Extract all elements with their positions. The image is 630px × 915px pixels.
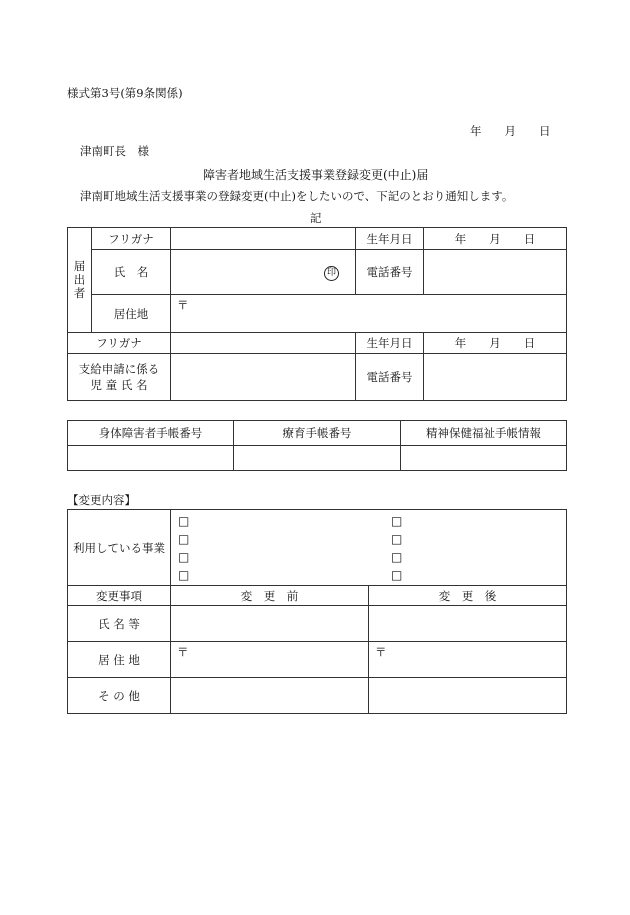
service-checkbox[interactable]: □ [391, 531, 403, 546]
applicant-address-field[interactable] [171, 295, 567, 333]
applicant-address-label: 居住地 [92, 295, 171, 333]
physical-disability-notebook-header: 身体障害者手帳番号 [68, 421, 234, 446]
service-checkbox[interactable]: □ [178, 531, 190, 546]
change-table [67, 509, 567, 714]
service-checkbox[interactable]: □ [391, 549, 403, 564]
name-after-field[interactable] [369, 606, 567, 642]
service-checkbox[interactable]: □ [391, 513, 403, 528]
applicant-table [67, 227, 567, 401]
service-checkbox[interactable]: □ [391, 567, 403, 582]
change-section-title: 【変更内容】 [67, 493, 136, 507]
recipient: 津南町長 様 [80, 144, 149, 158]
mental-health-notebook-field[interactable] [401, 446, 567, 471]
child-birthdate-label: 生年月日 [356, 333, 424, 354]
before-change-header: 変 更 前 [171, 586, 369, 606]
ki-heading: 記 [310, 211, 322, 225]
physical-disability-notebook-field[interactable] [68, 446, 234, 471]
services-checkbox-area [171, 510, 567, 586]
after-change-header: 変 更 後 [369, 586, 567, 606]
child-name-field[interactable] [171, 354, 356, 401]
child-furigana-field[interactable] [171, 333, 356, 354]
change-row-label-other: そ の 他 [68, 678, 171, 714]
applicant-section-label: 届出者 [68, 228, 92, 333]
rehabilitation-notebook-field[interactable] [234, 446, 401, 471]
intro-text: 津南町地域生活支援事業の登録変更(中止)をしたいので、下記のとおり通知します。 [80, 189, 514, 203]
service-checkbox[interactable]: □ [178, 567, 190, 582]
child-phone-field[interactable] [424, 354, 567, 401]
services-label: 利用している事業 [68, 510, 171, 586]
other-after-field[interactable] [369, 678, 567, 714]
name-before-field[interactable] [171, 606, 369, 642]
seal-icon: 印 [324, 266, 339, 281]
notebook-table [67, 420, 567, 471]
child-name-label: 支給申請に係る 児 童 氏 名 [68, 354, 171, 401]
service-checkbox[interactable]: □ [178, 513, 190, 528]
applicant-name-field[interactable] [171, 250, 356, 295]
change-row-label-address: 居 住 地 [68, 642, 171, 678]
applicant-name-label: 氏 名 [92, 250, 171, 295]
change-item-header: 変更事項 [68, 586, 171, 606]
change-row-label-name: 氏 名 等 [68, 606, 171, 642]
child-furigana-label: フリガナ [68, 333, 171, 354]
child-birthdate-field[interactable]: 年 月 日 [424, 333, 567, 354]
address-before-field[interactable] [171, 642, 369, 678]
applicant-phone-label: 電話番号 [356, 250, 424, 295]
service-checkbox[interactable]: □ [178, 549, 190, 564]
form-number: 様式第3号(第9条関係) [67, 86, 183, 100]
other-before-field[interactable] [171, 678, 369, 714]
applicant-birthdate-field[interactable]: 年 月 日 [424, 228, 567, 250]
postal-mark: 〒 [375, 645, 387, 659]
document-title: 障害者地域生活支援事業登録変更(中止)届 [203, 168, 429, 182]
address-after-field[interactable] [369, 642, 567, 678]
date-line: 年 月 日 [470, 124, 551, 138]
child-phone-label: 電話番号 [356, 354, 424, 401]
mental-health-notebook-header: 精神保健福祉手帳情報 [401, 421, 567, 446]
postal-mark: 〒 [177, 645, 189, 659]
applicant-furigana-field[interactable] [171, 228, 356, 250]
applicant-birthdate-label: 生年月日 [356, 228, 424, 250]
applicant-phone-field[interactable] [424, 250, 567, 295]
postal-mark: 〒 [177, 298, 189, 312]
rehabilitation-notebook-header: 療育手帳番号 [234, 421, 401, 446]
applicant-furigana-label: フリガナ [92, 228, 171, 250]
